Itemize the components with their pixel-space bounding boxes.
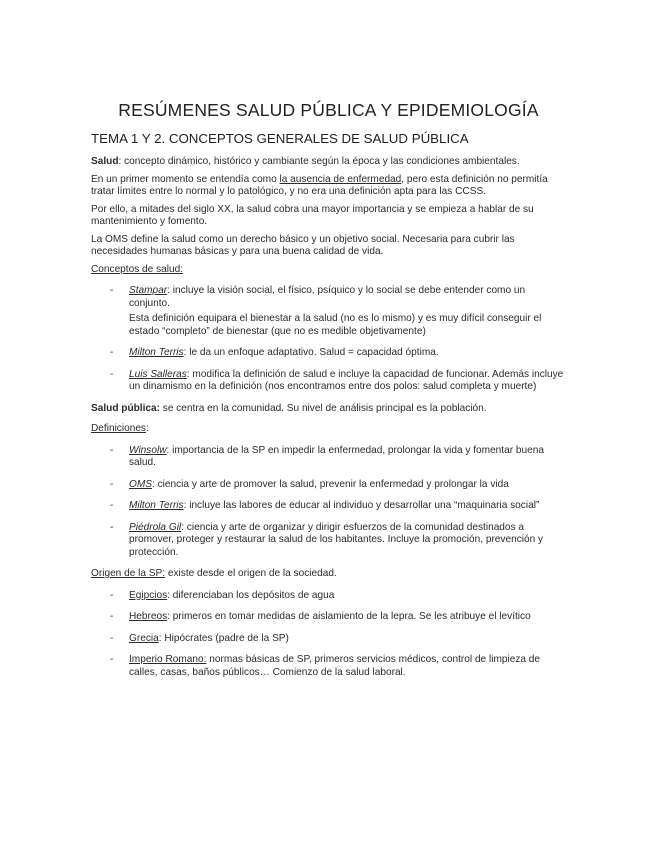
origen-list xyxy=(91,590,566,680)
list-item xyxy=(91,611,566,624)
origin-text: : Hipócrates (padre de la SP) xyxy=(158,632,289,644)
salud-term: Salud xyxy=(91,156,119,167)
definition-text: : ciencia y arte de promover la salud, prevenir la enfermedad y prolongar la vida xyxy=(152,478,509,490)
list-item xyxy=(91,590,566,603)
definiciones-list xyxy=(91,445,566,560)
concept-author: Milton Terris xyxy=(129,347,184,358)
definition-author: OMS xyxy=(129,478,152,490)
definition-text: : importancia de la SP en impedir la enfermedad, prolongar la vida y fomentar buena salud. xyxy=(129,444,544,468)
document-title: RESÚMENES SALUD PÚBLICA Y EPIDEMIOLOGÍA xyxy=(118,100,539,120)
definition-author: Piédrola Gil xyxy=(129,521,182,533)
definition-author: Winsolw xyxy=(129,444,167,456)
salud-publica-term: Salud pública: xyxy=(91,402,160,414)
oms-paragraph: La OMS define la salud como un derecho básico y un objetivo social. Necesaria para cubrir las necesidades humanas básicas y para una buena calidad de vida. xyxy=(91,233,515,257)
concept-text: : incluye la visión social, el físico, psíquico y lo social se debe entender como un conjunto. xyxy=(129,285,526,309)
ausencia-paragraph xyxy=(91,174,566,199)
list-item xyxy=(91,285,566,338)
concept-author: Luis Salleras xyxy=(129,368,187,380)
origen-heading: Origen de la SP: xyxy=(91,568,166,579)
origin-civilization: Hebreos xyxy=(129,611,168,622)
origin-text: : primeros en tomar medidas de aislamiento de la lepra. Se les atribuye el levítico xyxy=(167,611,531,622)
definiciones-heading-line xyxy=(91,423,566,436)
list-item xyxy=(91,369,566,394)
definition-author: Milton Terris xyxy=(129,500,184,511)
list-item xyxy=(91,654,566,679)
ausencia-highlight: la ausencia de enfermedad xyxy=(279,173,402,185)
list-item xyxy=(91,347,566,360)
definiciones-colon: : xyxy=(145,423,149,434)
origin-text: : diferenciaban los depósitos de agua xyxy=(167,589,335,601)
list-item xyxy=(91,445,566,470)
salud-publica-text: se centra en la comunidad. Su nivel de análisis principal es la población. xyxy=(159,402,487,414)
definition-text: : ciencia y arte de organizar y dirigir esfuerzos de la comunidad destinados a promover, proteger y restaurar la salud de los habitantes. Incluye la promoción, prevención y protección. xyxy=(129,521,544,558)
salud-paragraph xyxy=(91,156,566,169)
document-page xyxy=(91,100,566,688)
origen-paragraph xyxy=(91,568,566,581)
origin-civilization: Grecia xyxy=(129,632,159,644)
ausencia-text-a: En un primer momento se entendía como xyxy=(91,173,280,185)
list-item xyxy=(91,522,566,560)
origin-civilization: Egipcios xyxy=(129,589,168,601)
salud-publica-paragraph xyxy=(91,403,566,416)
concept-author: Stampar xyxy=(129,285,168,296)
origin-civilization: Imperio Romano: xyxy=(129,654,207,665)
list-item xyxy=(91,633,566,646)
concept-extra: Esta definición equipara el bienestar a la salud (no es lo mismo) y es muy difícil conseguir el estado “completo” de bienestar (que no es medible objetivamente) xyxy=(129,313,542,337)
ausencia-text-c: , pero esta definición no permitía tratar límites entre lo normal y lo patológico, y no era una definición apta para las CCSS. xyxy=(91,173,548,197)
siglo-xx-paragraph: Por ello, a mitades del siglo XX, la salud cobra una mayor importancia y se empieza a hablar de su mantenimiento y fomento. xyxy=(91,203,534,227)
conceptos-list xyxy=(91,285,566,394)
origen-text: existe desde el origen de la sociedad. xyxy=(165,568,337,579)
list-item xyxy=(91,479,566,492)
conceptos-heading: Conceptos de salud: xyxy=(91,263,184,275)
definition-text: : incluye las labores de educar al individuo y desarrollar una “maquinaria social” xyxy=(183,500,540,511)
origin-text: normas básicas de SP, primeros servicios médicos, control de limpieza de calles, casas, baños públicos… Comienzo de la salud laboral. xyxy=(129,654,541,678)
section-title: TEMA 1 Y 2. CONCEPTOS GENERALES DE SALUD PÚBLICA xyxy=(91,131,469,146)
concept-text: : modifica la definición de salud e incluye la capacidad de funcionar. Además incluye un dinamismo en la definición (nos encontramos entre dos polos: salud completa y muerte) xyxy=(129,368,564,392)
concept-text: : le da un enfoque adaptativo. Salud = capacidad óptima. xyxy=(183,347,439,358)
salud-definition: : concepto dinámico, histórico y cambiante según la época y las condiciones ambientales. xyxy=(118,156,520,167)
list-item xyxy=(91,500,566,513)
definiciones-heading: Definiciones xyxy=(91,423,146,434)
